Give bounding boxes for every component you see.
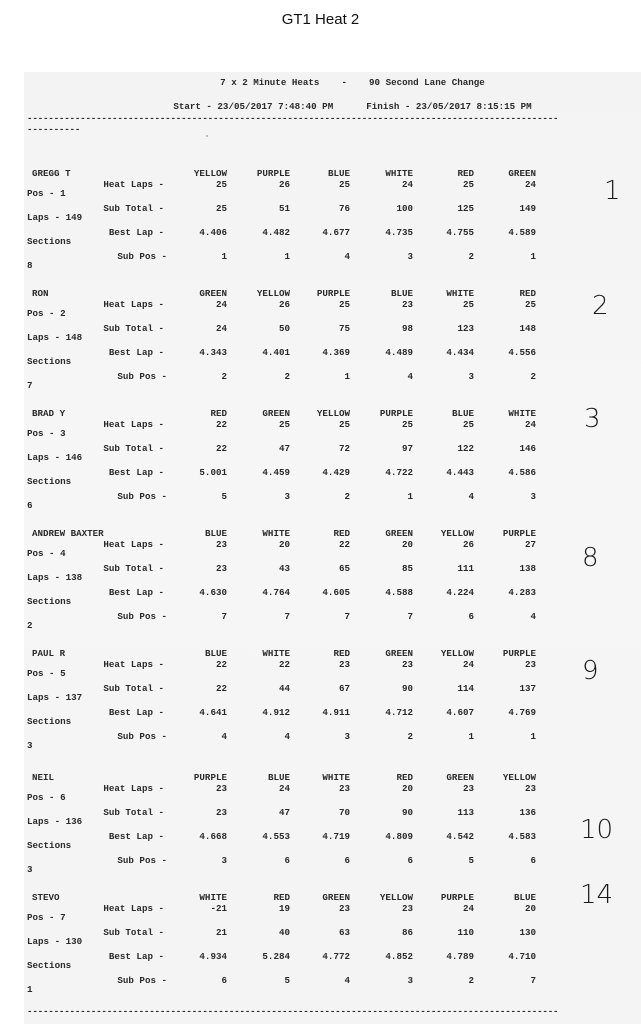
best-lap-cell: 5.001 [199, 467, 227, 478]
heat-laps-cell: 23 [524, 659, 536, 670]
sub-total-cell: 123 [457, 323, 474, 334]
handwritten-overall-position: 3 [584, 404, 601, 434]
best-lap-cell: 4.719 [322, 831, 350, 842]
scan-speck [206, 135, 208, 137]
heat-laps-cell: 20 [524, 903, 536, 914]
lane-color-cell: RED [210, 408, 227, 419]
sub-pos-cell: 4 [530, 611, 536, 622]
sub-pos-label: Sub Pos - [117, 251, 167, 262]
best-lap-cell: 4.343 [199, 347, 227, 358]
sub-total-label: Sub Total - [103, 323, 164, 334]
sub-total-cell: 111 [457, 563, 474, 574]
driver-name: ANDREW BAXTER [32, 528, 104, 539]
lane-color-cell: WHITE [262, 528, 290, 539]
lane-color-cell: WHITE [508, 408, 536, 419]
best-lap-cell: 4.605 [322, 587, 350, 598]
sub-total-cell: 23 [215, 563, 227, 574]
sub-total-cell: 72 [338, 443, 350, 454]
sub-total-cell: 100 [396, 203, 413, 214]
sub-pos-cell: 4 [344, 251, 350, 262]
best-lap-cell: 4.589 [508, 227, 536, 238]
sub-total-cell: 90 [401, 683, 413, 694]
lane-color-cell: BLUE [204, 648, 227, 659]
best-lap-cell: 4.710 [508, 951, 536, 962]
heat-laps-cell: 23 [401, 903, 413, 914]
sub-pos-label: Sub Pos - [117, 731, 167, 742]
handwritten-overall-position: 10 [580, 815, 614, 845]
sections-label: Sections [27, 476, 72, 487]
handwritten-overall-position: 2 [592, 291, 609, 321]
sub-pos-cell: 2 [468, 251, 474, 262]
sub-total-cell: 43 [278, 563, 290, 574]
sub-total-cell: 22 [215, 443, 227, 454]
sub-pos-cell: 1 [344, 371, 350, 382]
heat-laps-label: Heat Laps - [103, 299, 164, 310]
lane-color-cell: GREEN [385, 648, 413, 659]
heat-format-line: 7 x 2 Minute Heats - 90 Second Lane Change [220, 77, 485, 88]
driver-block [24, 648, 641, 758]
best-lap-label: Best Lap - [108, 831, 164, 842]
best-lap-label: Best Lap - [108, 467, 164, 478]
heat-laps-label: Heat Laps - [103, 903, 164, 914]
best-lap-cell: 4.607 [446, 707, 474, 718]
heat-laps-cell: 25 [338, 299, 350, 310]
sub-pos-label: Sub Pos - [117, 611, 167, 622]
sub-total-label: Sub Total - [103, 807, 164, 818]
best-lap-cell: 4.556 [508, 347, 536, 358]
sub-pos-cell: 6 [284, 855, 290, 866]
heat-laps-cell: 23 [215, 783, 227, 794]
sub-pos-cell: 3 [344, 731, 350, 742]
best-lap-cell: 4.401 [262, 347, 290, 358]
sub-total-cell: 23 [215, 807, 227, 818]
sections-label: Sections [27, 960, 72, 971]
heat-laps-cell: 27 [524, 539, 536, 550]
driver-block [24, 404, 641, 518]
sub-total-cell: 122 [457, 443, 474, 454]
sub-total-cell: 113 [457, 807, 474, 818]
heat-laps-cell: 25 [215, 179, 227, 190]
sub-pos-cell: 2 [344, 491, 350, 502]
driver-name: GREGG T [32, 168, 71, 179]
sub-total-cell: 50 [278, 323, 290, 334]
best-lap-cell: 5.284 [262, 951, 290, 962]
best-lap-cell: 4.459 [262, 467, 290, 478]
driver-name: PAUL R [32, 648, 66, 659]
sub-pos-cell: 3 [221, 855, 227, 866]
best-lap-cell: 4.809 [385, 831, 413, 842]
sub-pos-cell: 4 [344, 975, 350, 986]
sub-total-label: Sub Total - [103, 443, 164, 454]
heat-laps-cell: 23 [462, 783, 474, 794]
sub-total-cell: 63 [338, 927, 350, 938]
best-lap-label: Best Lap - [108, 951, 164, 962]
sub-pos-cell: 1 [530, 731, 536, 742]
heat-laps-cell: 25 [278, 419, 290, 430]
sections-label: Sections [27, 236, 72, 247]
sections-value: 7 [27, 380, 33, 391]
sub-pos-cell: 3 [468, 371, 474, 382]
sub-total-label: Sub Total - [103, 683, 164, 694]
sub-pos-cell: 2 [284, 371, 290, 382]
sub-total-cell: 67 [338, 683, 350, 694]
sub-pos-cell: 7 [221, 611, 227, 622]
heat-laps-cell: 23 [338, 903, 350, 914]
heat-laps-cell: -21 [210, 903, 227, 914]
lane-color-cell: RED [333, 528, 350, 539]
sub-pos-cell: 4 [221, 731, 227, 742]
heat-laps-cell: 26 [278, 299, 290, 310]
lane-color-cell: YELLOW [193, 168, 227, 179]
sub-total-cell: 22 [215, 683, 227, 694]
heat-laps-cell: 23 [338, 659, 350, 670]
lane-color-cell: PURPLE [379, 408, 413, 419]
heat-laps-cell: 24 [278, 783, 290, 794]
sub-pos-cell: 2 [468, 975, 474, 986]
best-lap-cell: 4.429 [322, 467, 350, 478]
sections-label: Sections [27, 356, 72, 367]
best-lap-cell: 4.443 [446, 467, 474, 478]
sub-total-cell: 110 [457, 927, 474, 938]
lane-color-cell: YELLOW [440, 648, 474, 659]
driver-block [24, 892, 641, 1002]
driver-name: BRAD Y [32, 408, 66, 419]
lane-color-cell: PURPLE [256, 168, 290, 179]
heat-laps-cell: 25 [401, 419, 413, 430]
heat-laps-cell: 24 [462, 903, 474, 914]
sub-pos-cell: 7 [284, 611, 290, 622]
heat-laps-cell: 25 [338, 179, 350, 190]
best-lap-label: Best Lap - [108, 587, 164, 598]
heat-laps-label: Heat Laps - [103, 419, 164, 430]
sub-pos-label: Sub Pos - [117, 371, 167, 382]
best-lap-cell: 4.755 [446, 227, 474, 238]
sub-pos-cell: 7 [407, 611, 413, 622]
lane-color-cell: RED [519, 288, 536, 299]
lane-color-cell: YELLOW [440, 528, 474, 539]
heat-laps-label: Heat Laps - [103, 783, 164, 794]
driver-name: STEVO [32, 892, 60, 903]
lane-color-cell: WHITE [262, 648, 290, 659]
driver-total-laps: Laps - 137 [27, 692, 83, 703]
sub-total-cell: 136 [519, 807, 536, 818]
sub-total-cell: 24 [215, 323, 227, 334]
sub-total-label: Sub Total - [103, 203, 164, 214]
best-lap-cell: 4.434 [446, 347, 474, 358]
driver-total-laps: Laps - 130 [27, 936, 83, 947]
sub-total-cell: 149 [519, 203, 536, 214]
best-lap-cell: 4.668 [199, 831, 227, 842]
best-lap-cell: 4.586 [508, 467, 536, 478]
handwritten-overall-position: 9 [582, 656, 599, 686]
best-lap-cell: 4.934 [199, 951, 227, 962]
sub-total-cell: 47 [278, 443, 290, 454]
sub-total-label: Sub Total - [103, 927, 164, 938]
lane-color-cell: WHITE [446, 288, 474, 299]
sub-pos-cell: 3 [407, 975, 413, 986]
heat-laps-cell: 26 [462, 539, 474, 550]
driver-position: Pos - 1 [27, 188, 66, 199]
sub-pos-cell: 1 [221, 251, 227, 262]
sub-total-cell: 25 [215, 203, 227, 214]
best-lap-cell: 4.789 [446, 951, 474, 962]
sub-pos-cell: 6 [344, 855, 350, 866]
heat-laps-cell: 25 [524, 299, 536, 310]
sub-pos-cell: 3 [284, 491, 290, 502]
sub-pos-cell: 6 [468, 611, 474, 622]
lane-color-cell: GREEN [262, 408, 290, 419]
driver-block [24, 168, 641, 278]
sub-total-label: Sub Total - [103, 563, 164, 574]
separator-top-wrap: ---------- [27, 124, 81, 135]
heat-laps-cell: 24 [524, 179, 536, 190]
sections-value: 2 [27, 620, 33, 631]
scanned-results-sheet [24, 72, 641, 1024]
sub-total-cell: 138 [519, 563, 536, 574]
sub-total-cell: 148 [519, 323, 536, 334]
heat-laps-cell: 23 [524, 783, 536, 794]
best-lap-cell: 4.677 [322, 227, 350, 238]
heat-laps-cell: 23 [401, 659, 413, 670]
driver-position: Pos - 3 [27, 428, 66, 439]
sub-pos-cell: 4 [468, 491, 474, 502]
best-lap-cell: 4.722 [385, 467, 413, 478]
heat-laps-cell: 25 [462, 299, 474, 310]
heat-laps-cell: 24 [401, 179, 413, 190]
heat-laps-cell: 24 [215, 299, 227, 310]
lane-color-cell: PURPLE [502, 648, 536, 659]
sub-total-cell: 98 [401, 323, 413, 334]
driver-total-laps: Laps - 136 [27, 816, 83, 827]
sections-value: 1 [27, 984, 33, 995]
driver-block [24, 528, 641, 638]
lane-color-cell: BLUE [451, 408, 474, 419]
sub-total-cell: 47 [278, 807, 290, 818]
lane-color-cell: BLUE [390, 288, 413, 299]
sub-total-cell: 65 [338, 563, 350, 574]
sub-total-cell: 125 [457, 203, 474, 214]
sub-pos-cell: 6 [221, 975, 227, 986]
sections-label: Sections [27, 716, 72, 727]
heat-laps-cell: 25 [462, 179, 474, 190]
sub-total-cell: 86 [401, 927, 413, 938]
lane-color-cell: GREEN [508, 168, 536, 179]
sections-label: Sections [27, 596, 72, 607]
lane-color-cell: PURPLE [502, 528, 536, 539]
best-lap-cell: 4.482 [262, 227, 290, 238]
heat-laps-cell: 20 [401, 783, 413, 794]
lane-color-cell: BLUE [204, 528, 227, 539]
heat-laps-cell: 23 [338, 783, 350, 794]
heat-laps-cell: 26 [278, 179, 290, 190]
heat-laps-cell: 25 [338, 419, 350, 430]
sub-total-cell: 97 [401, 443, 413, 454]
page-title: GT1 Heat 2 [281, 11, 360, 28]
lane-color-cell: RED [396, 772, 413, 783]
sub-pos-cell: 2 [530, 371, 536, 382]
best-lap-cell: 4.912 [262, 707, 290, 718]
best-lap-cell: 4.630 [199, 587, 227, 598]
best-lap-cell: 4.764 [262, 587, 290, 598]
lane-color-cell: YELLOW [256, 288, 290, 299]
sub-total-cell: 114 [457, 683, 474, 694]
best-lap-cell: 4.911 [322, 707, 350, 718]
driver-name: RON [32, 288, 49, 299]
best-lap-cell: 4.369 [322, 347, 350, 358]
lane-color-cell: PURPLE [316, 288, 350, 299]
lane-color-cell: YELLOW [379, 892, 413, 903]
driver-total-laps: Laps - 138 [27, 572, 83, 583]
lane-color-cell: WHITE [385, 168, 413, 179]
driver-total-laps: Laps - 146 [27, 452, 83, 463]
sub-pos-label: Sub Pos - [117, 975, 167, 986]
sub-pos-cell: 1 [468, 731, 474, 742]
sub-pos-cell: 2 [221, 371, 227, 382]
lane-color-cell: RED [457, 168, 474, 179]
best-lap-cell: 4.224 [446, 587, 474, 598]
sections-value: 3 [27, 740, 33, 751]
lane-color-cell: RED [273, 892, 290, 903]
best-lap-cell: 4.769 [508, 707, 536, 718]
heat-laps-label: Heat Laps - [103, 539, 164, 550]
best-lap-label: Best Lap - [108, 707, 164, 718]
sub-pos-cell: 1 [407, 491, 413, 502]
handwritten-overall-position: 14 [580, 880, 614, 910]
heat-laps-cell: 20 [278, 539, 290, 550]
driver-position: Pos - 4 [27, 548, 66, 559]
driver-name: NEIL [32, 772, 55, 783]
lane-color-cell: PURPLE [440, 892, 474, 903]
lane-color-cell: PURPLE [193, 772, 227, 783]
sub-total-cell: 137 [519, 683, 536, 694]
driver-total-laps: Laps - 148 [27, 332, 83, 343]
sub-pos-cell: 5 [468, 855, 474, 866]
sub-pos-cell: 7 [344, 611, 350, 622]
best-lap-cell: 4.772 [322, 951, 350, 962]
driver-position: Pos - 2 [27, 308, 66, 319]
best-lap-cell: 4.489 [385, 347, 413, 358]
separator-bottom: ---------------------------------------------------------------------------------------------------- [27, 1006, 559, 1017]
best-lap-cell: 4.542 [446, 831, 474, 842]
sub-pos-label: Sub Pos - [117, 855, 167, 866]
sub-pos-cell: 6 [530, 855, 536, 866]
best-lap-cell: 4.283 [508, 587, 536, 598]
heat-laps-cell: 25 [462, 419, 474, 430]
driver-position: Pos - 6 [27, 792, 66, 803]
sub-pos-cell: 7 [530, 975, 536, 986]
lane-color-cell: GREEN [446, 772, 474, 783]
heat-laps-cell: 22 [278, 659, 290, 670]
heat-laps-cell: 24 [524, 419, 536, 430]
heat-laps-cell: 23 [401, 299, 413, 310]
heat-laps-label: Heat Laps - [103, 179, 164, 190]
best-lap-label: Best Lap - [108, 347, 164, 358]
sub-pos-cell: 4 [284, 731, 290, 742]
lane-color-cell: GREEN [322, 892, 350, 903]
lane-color-cell: BLUE [327, 168, 350, 179]
driver-position: Pos - 7 [27, 912, 66, 923]
heat-laps-cell: 19 [278, 903, 290, 914]
lane-color-cell: RED [333, 648, 350, 659]
sub-pos-cell: 3 [530, 491, 536, 502]
heat-laps-cell: 22 [215, 419, 227, 430]
lane-color-cell: YELLOW [316, 408, 350, 419]
best-lap-cell: 4.852 [385, 951, 413, 962]
heat-laps-cell: 22 [215, 659, 227, 670]
heat-laps-cell: 24 [462, 659, 474, 670]
sub-pos-cell: 1 [284, 251, 290, 262]
sub-pos-cell: 5 [221, 491, 227, 502]
driver-block [24, 288, 641, 398]
heat-laps-cell: 22 [338, 539, 350, 550]
separator-top: ---------------------------------------------------------------------------------------------------- [27, 113, 559, 124]
heat-laps-cell: 20 [401, 539, 413, 550]
sub-total-cell: 70 [338, 807, 350, 818]
lane-color-cell: GREEN [385, 528, 413, 539]
sub-pos-cell: 5 [284, 975, 290, 986]
lane-color-cell: WHITE [322, 772, 350, 783]
sections-value: 8 [27, 260, 33, 271]
best-lap-cell: 4.641 [199, 707, 227, 718]
sub-total-cell: 85 [401, 563, 413, 574]
sub-total-cell: 51 [278, 203, 290, 214]
start-finish-line: Start - 23/05/2017 7:48:40 PM Finish - 23/05/2017 8:15:15 PM [173, 101, 532, 112]
lane-color-cell: GREEN [199, 288, 227, 299]
driver-position: Pos - 5 [27, 668, 66, 679]
sub-pos-label: Sub Pos - [117, 491, 167, 502]
lane-color-cell: YELLOW [502, 772, 536, 783]
sections-label: Sections [27, 840, 72, 851]
best-lap-cell: 4.553 [262, 831, 290, 842]
best-lap-cell: 4.588 [385, 587, 413, 598]
best-lap-cell: 4.583 [508, 831, 536, 842]
sub-pos-cell: 6 [407, 855, 413, 866]
sections-value: 6 [27, 500, 33, 511]
sub-pos-cell: 4 [407, 371, 413, 382]
sub-pos-cell: 1 [530, 251, 536, 262]
best-lap-cell: 4.406 [199, 227, 227, 238]
best-lap-cell: 4.712 [385, 707, 413, 718]
driver-block [24, 772, 641, 882]
sub-total-cell: 146 [519, 443, 536, 454]
sub-pos-cell: 2 [407, 731, 413, 742]
sub-total-cell: 75 [338, 323, 350, 334]
heat-laps-label: Heat Laps - [103, 659, 164, 670]
sub-total-cell: 40 [278, 927, 290, 938]
driver-total-laps: Laps - 149 [27, 212, 83, 223]
lane-color-cell: BLUE [513, 892, 536, 903]
sub-pos-cell: 3 [407, 251, 413, 262]
sections-value: 3 [27, 864, 33, 875]
sub-total-cell: 21 [215, 927, 227, 938]
lane-color-cell: BLUE [267, 772, 290, 783]
sub-total-cell: 44 [278, 683, 290, 694]
best-lap-label: Best Lap - [108, 227, 164, 238]
best-lap-cell: 4.735 [385, 227, 413, 238]
sub-total-cell: 130 [519, 927, 536, 938]
sub-total-cell: 90 [401, 807, 413, 818]
handwritten-overall-position: 8 [582, 543, 599, 573]
sub-total-cell: 76 [338, 203, 350, 214]
heat-laps-cell: 23 [215, 539, 227, 550]
lane-color-cell: WHITE [199, 892, 227, 903]
handwritten-overall-position: 1 [604, 176, 621, 206]
